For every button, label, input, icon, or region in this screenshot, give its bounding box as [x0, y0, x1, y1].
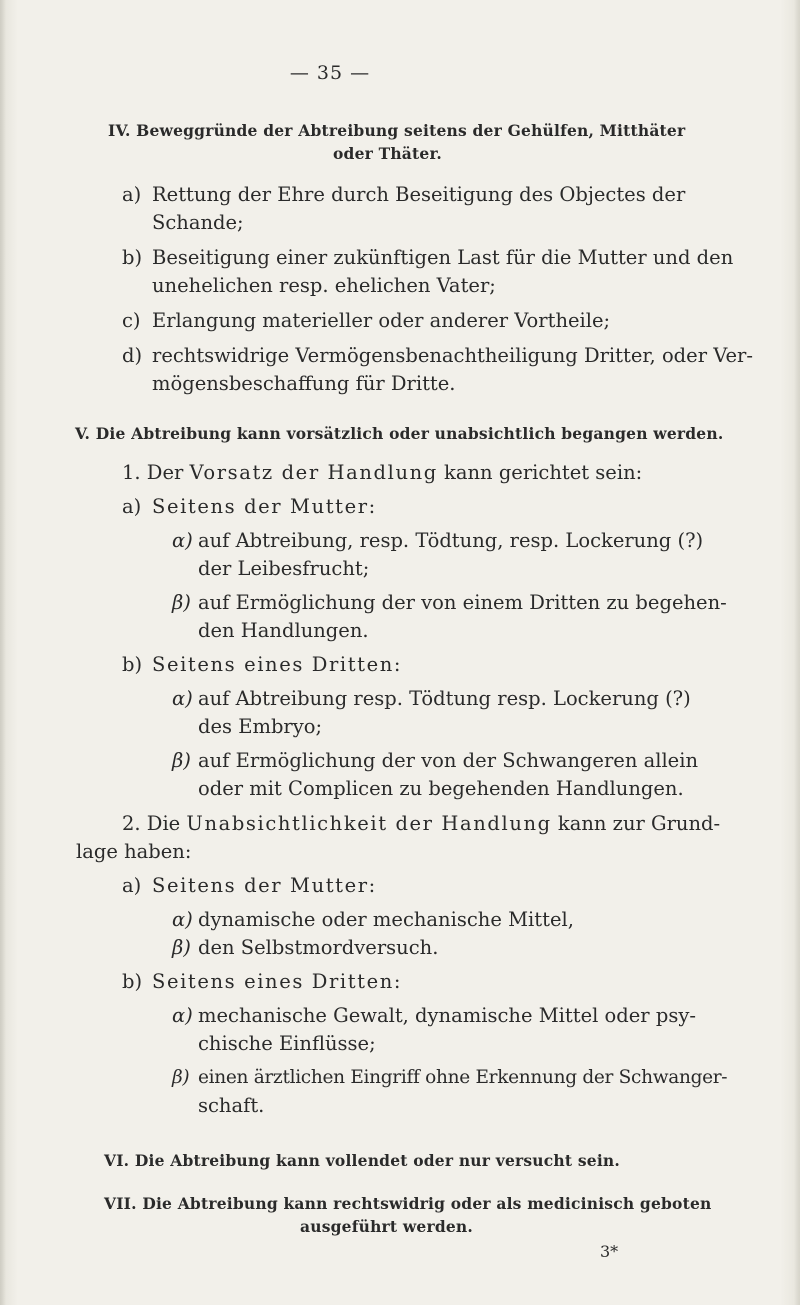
- iv-item-a-line2: Schande;: [152, 211, 244, 234]
- v-p1-line: [122, 460, 642, 486]
- iv-item-c-text: Erlangung materieller oder anderer Vortheile;: [152, 309, 611, 332]
- iv-item-c-label: c): [122, 309, 141, 332]
- v-p1a-alpha-line1: [172, 528, 703, 554]
- iv-item-d-line1: [122, 343, 753, 369]
- v-p1b-line: [122, 652, 402, 678]
- section-vii-heading-line1: VII. Die Abtreibung kann rechtswidrig oder als medicinisch geboten: [104, 1194, 712, 1213]
- v-p2a-text: Seitens der Mutter:: [152, 874, 377, 897]
- iv-item-d-line2: mögensbeschaffung für Dritte.: [152, 372, 456, 395]
- page-edge-left: [0, 0, 6, 1305]
- v-p2b-beta-line2: schaft.: [198, 1094, 265, 1117]
- v-p2b-beta-line1: [172, 1065, 727, 1091]
- signature-mark: 3*: [600, 1242, 619, 1261]
- page-number: — 35 —: [289, 62, 371, 84]
- iv-item-b-label: b): [122, 246, 143, 269]
- iv-item-a-label: a): [122, 183, 142, 206]
- v-p2b-text: Seitens eines Dritten:: [152, 970, 403, 993]
- v-p1a-beta-line1: [172, 590, 727, 616]
- iv-item-b-line2: unehelichen resp. ehelichen Vater;: [152, 274, 496, 297]
- v-p1b-beta-line1: [172, 748, 698, 774]
- v-p2a-beta-text: den Selbstmordversuch.: [198, 936, 439, 959]
- v-p2b-label: b): [122, 970, 143, 993]
- page-edge-right: [794, 0, 800, 1305]
- iv-item-a-text: Rettung der Ehre durch Beseitigung des Objectes der: [152, 183, 686, 206]
- v-p1-start: 1. Der: [122, 461, 190, 484]
- v-p2-line2: lage haben:: [76, 840, 192, 863]
- iv-item-d-label: d): [122, 344, 143, 367]
- v-p1b-beta-label: β): [172, 749, 191, 772]
- v-p2a-alpha-label: α): [172, 908, 193, 931]
- v-p2b-alpha-line1: [172, 1003, 696, 1029]
- v-p1b-text: Seitens eines Dritten:: [152, 653, 403, 676]
- v-p2-line1: [122, 811, 720, 837]
- v-p2b-beta-text: einen ärztlichen Eingriff ohne Erkennung der Schwanger-: [198, 1067, 728, 1088]
- iv-item-d-text: rechtswidrige Vermögensbenachtheiligung Dritter, oder Ver-: [152, 344, 753, 367]
- v-p2b-alpha-line2: chische Einflüsse;: [198, 1032, 376, 1055]
- v-p1a-label: a): [122, 495, 142, 518]
- v-p2a-line: [122, 873, 377, 899]
- section-iv-heading-line2: oder Thäter.: [333, 144, 443, 163]
- v-p2a-label: a): [122, 874, 142, 897]
- v-p2b-line: [122, 969, 402, 995]
- iv-item-c-line1: [122, 308, 610, 334]
- v-p2-emphasis: Unabsichtlichkeit der Handlung: [186, 812, 552, 835]
- section-vi-heading: VI. Die Abtreibung kann vollendet oder nur versucht sein.: [104, 1151, 620, 1170]
- v-p2-start: 2. Die: [122, 812, 187, 835]
- v-p1b-alpha-line2: des Embryo;: [198, 715, 323, 738]
- section-iv-heading-line1: IV. Beweggründe der Abtreibung seitens der Gehülfen, Mitthäter: [108, 121, 686, 140]
- v-p1a-line: [122, 494, 377, 520]
- section-vii-heading-line2: ausgeführt werden.: [300, 1217, 474, 1236]
- v-p2b-beta-label: β): [172, 1067, 190, 1088]
- v-p2-end: kann zur Grund-: [551, 812, 721, 835]
- v-p2a-alpha-text: dynamische oder mechanische Mittel,: [198, 908, 574, 931]
- v-p1-end: kann gerichtet sein:: [437, 461, 643, 484]
- v-p1b-label: b): [122, 653, 143, 676]
- v-p1b-beta-line2: oder mit Complicen zu begehenden Handlungen.: [198, 777, 684, 800]
- v-p1-emphasis: Vorsatz der Handlung: [189, 461, 438, 484]
- iv-item-a-line1: [122, 182, 685, 208]
- v-p1b-beta-text: auf Ermöglichung der von der Schwangeren allein: [198, 749, 699, 772]
- v-p2a-beta-line1: [172, 935, 438, 961]
- v-p2b-alpha-text: mechanische Gewalt, dynamische Mittel oder psy-: [198, 1004, 696, 1027]
- v-p1a-beta-text: auf Ermöglichung der von einem Dritten zu begehen-: [198, 591, 727, 614]
- v-p1a-alpha-label: α): [172, 529, 193, 552]
- v-p1a-text: Seitens der Mutter:: [152, 495, 377, 518]
- v-p2a-alpha-line1: [172, 907, 574, 933]
- v-p1a-alpha-line2: der Leibesfrucht;: [198, 557, 370, 580]
- v-p1a-beta-line2: den Handlungen.: [198, 619, 369, 642]
- v-p2b-alpha-label: α): [172, 1004, 193, 1027]
- iv-item-b-line1: [122, 245, 733, 271]
- v-p1a-alpha-text: auf Abtreibung, resp. Tödtung, resp. Lockerung (?): [198, 529, 704, 552]
- v-p1b-alpha-text: auf Abtreibung resp. Tödtung resp. Lockerung (?): [198, 687, 691, 710]
- v-p2a-beta-label: β): [172, 936, 191, 959]
- v-p1b-alpha-label: α): [172, 687, 193, 710]
- v-p1a-beta-label: β): [172, 591, 191, 614]
- section-v-heading: V. Die Abtreibung kann vorsätzlich oder unabsichtlich begangen werden.: [75, 424, 724, 443]
- v-p1b-alpha-line1: [172, 686, 691, 712]
- iv-item-b-text: Beseitigung einer zukünftigen Last für die Mutter und den: [152, 246, 734, 269]
